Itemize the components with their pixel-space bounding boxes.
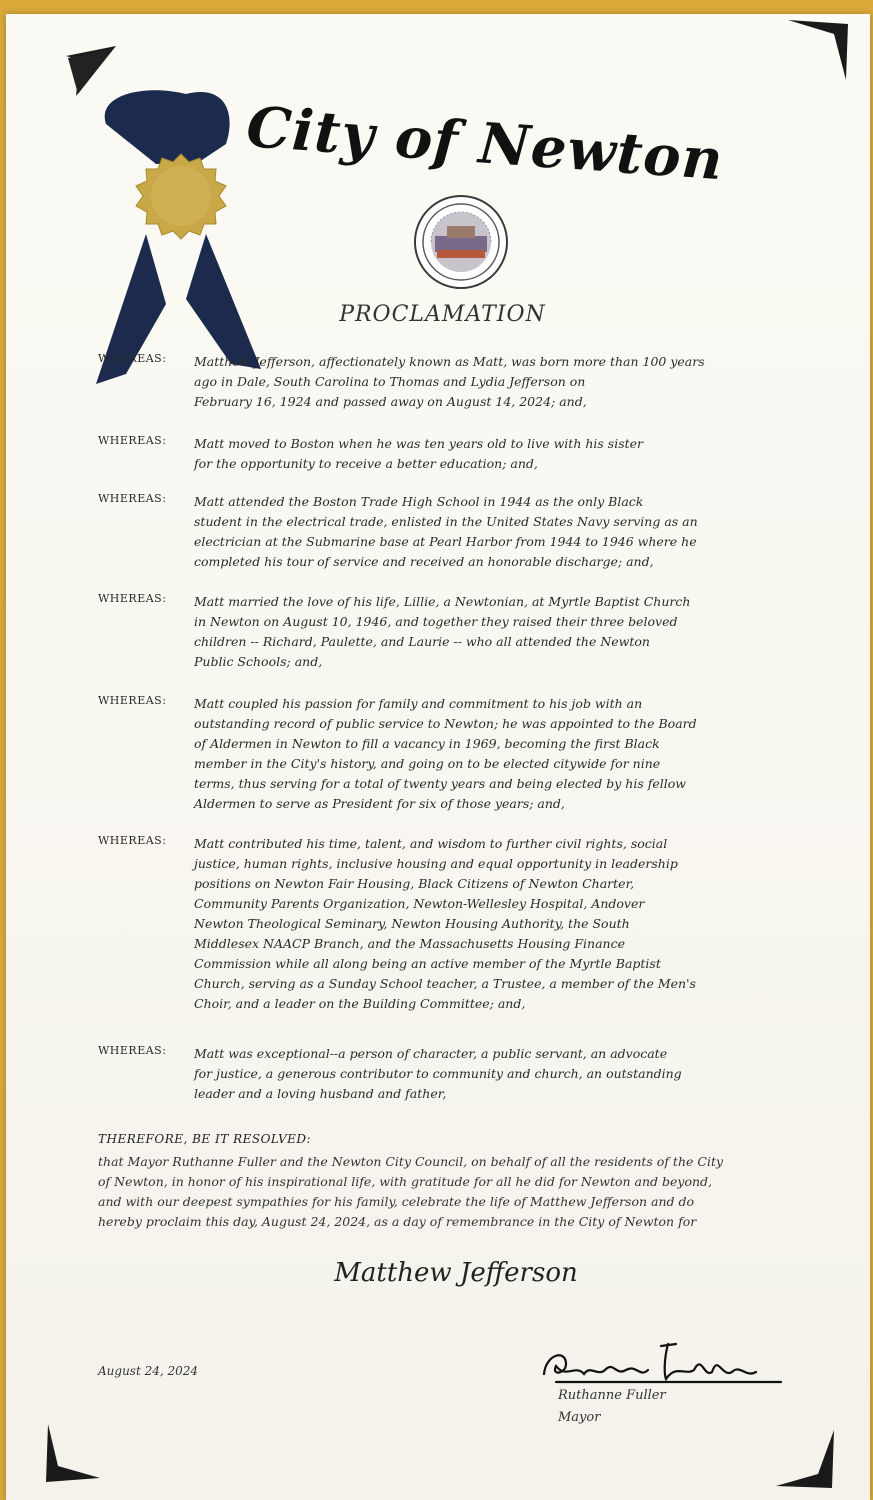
proclamation-date: August 24, 2024 (98, 1364, 199, 1378)
proclamation-heading: PROCLAMATION (339, 302, 546, 327)
whereas-text-line: student in the electrical trade, enlisted in the United States Navy serving as an (194, 514, 698, 529)
whereas-text-line: Matt married the love of his life, Lillie, a Newtonian, at Myrtle Baptist Church (194, 594, 691, 609)
whereas-text (194, 834, 778, 1014)
whereas-label: WHEREAS: (98, 352, 167, 365)
whereas-text (194, 592, 778, 672)
whereas-text-line: Choir, and a leader on the Building Committee; and, (194, 996, 526, 1011)
whereas-text-line: Matthew Jefferson, affectionately known as Matt, was born more than 100 years (194, 354, 705, 369)
proclamation-document (6, 14, 870, 1500)
whereas-text-line: Church, serving as a Sunday School teacher, a Trustee, a member of the Men's (194, 976, 696, 991)
resolution-heading: THEREFORE, BE IT RESOLVED: (98, 1132, 312, 1146)
whereas-clause (98, 434, 778, 474)
signer-title: Mayor (558, 1410, 601, 1425)
whereas-text-line: Aldermen to serve as President for six of those years; and, (194, 796, 565, 811)
whereas-text-line: Matt coupled his passion for family and commitment to his job with an (194, 696, 643, 711)
whereas-label: WHEREAS: (98, 1044, 167, 1057)
honoree-name: Matthew Jefferson (334, 1258, 578, 1288)
whereas-text-line: Matt was exceptional--a person of character, a public servant, an advocate (194, 1046, 668, 1061)
signer-name: Ruthanne Fuller (558, 1388, 666, 1403)
whereas-text (194, 492, 778, 572)
whereas-label: WHEREAS: (98, 834, 167, 847)
photo-corner-bottom-right (776, 1430, 836, 1490)
whereas-text-line: children -- Richard, Paulette, and Laurie -- who all attended the Newton (194, 634, 650, 649)
whereas-text (194, 434, 778, 474)
whereas-clause (98, 352, 778, 412)
whereas-text-line: electrician at the Submarine base at Pearl Harbor from 1944 to 1946 where he (194, 534, 697, 549)
whereas-label: WHEREAS: (98, 434, 167, 447)
whereas-text-line: member in the City's history, and going on to be elected citywide for nine (194, 756, 661, 771)
whereas-text (194, 1044, 778, 1104)
whereas-text-line: of Aldermen in Newton to fill a vacancy in 1969, becoming the first Black (194, 736, 660, 751)
mayor-signature (536, 1334, 796, 1394)
whereas-clause (98, 592, 778, 672)
whereas-text-line: Middlesex NAACP Branch, and the Massachusetts Housing Finance (194, 936, 625, 951)
whereas-text-line: terms, thus serving for a total of twenty years and being elected by his fellow (194, 776, 686, 791)
resolution-line: hereby proclaim this day, August 24, 2024, as a day of remembrance in the City of Newton for (98, 1214, 697, 1229)
whereas-text-line: ago in Dale, South Carolina to Thomas and Lydia Jefferson on (194, 374, 586, 389)
whereas-text-line: justice, human rights, inclusive housing and equal opportunity in leadership (194, 856, 678, 871)
whereas-text-line: Matt contributed his time, talent, and wisdom to further civil rights, social (194, 836, 668, 851)
whereas-clause (98, 694, 778, 814)
resolution-line: that Mayor Ruthanne Fuller and the Newton City Council, on behalf of all the residents of the City (98, 1154, 724, 1169)
photo-corner-bottom-left (44, 1424, 104, 1484)
whereas-text-line: outstanding record of public service to Newton; he was appointed to the Board (194, 716, 697, 731)
whereas-clause (98, 834, 778, 1014)
whereas-label: WHEREAS: (98, 492, 167, 505)
whereas-label: WHEREAS: (98, 592, 167, 605)
whereas-clause (98, 492, 778, 572)
whereas-clause (98, 1044, 778, 1104)
resolution-text (98, 1152, 818, 1232)
document-title: City of Newton (244, 94, 726, 194)
whereas-text-line: Matt attended the Boston Trade High School in 1944 as the only Black (194, 494, 644, 509)
whereas-text (194, 694, 778, 814)
whereas-text-line: for the opportunity to receive a better education; and, (194, 456, 538, 471)
whereas-text-line: in Newton on August 10, 1946, and together they raised their three beloved (194, 614, 678, 629)
resolution-line: of Newton, in honor of his inspirational life, with gratitude for all he did for Newton and beyond, (98, 1174, 713, 1189)
whereas-text (194, 352, 778, 412)
whereas-text-line: February 16, 1924 and passed away on August 14, 2024; and, (194, 394, 587, 409)
whereas-text-line: completed his tour of service and received an honorable discharge; and, (194, 554, 654, 569)
whereas-text-line: leader and a loving husband and father, (194, 1086, 447, 1101)
city-seal-icon (411, 192, 511, 292)
whereas-text-line: Matt moved to Boston when he was ten years old to live with his sister (194, 436, 644, 451)
whereas-text-line: Commission while all along being an active member of the Myrtle Baptist (194, 956, 661, 971)
whereas-text-line: Community Parents Organization, Newton-Wellesley Hospital, Andover (194, 896, 645, 911)
whereas-text-line: Public Schools; and, (194, 654, 323, 669)
whereas-text-line: for justice, a generous contributor to community and church, an outstanding (194, 1066, 682, 1081)
whereas-text-line: Newton Theological Seminary, Newton Housing Authority, the South (194, 916, 630, 931)
resolution-line: and with our deepest sympathies for his family, celebrate the life of Matthew Jefferson and do (98, 1194, 695, 1209)
whereas-label: WHEREAS: (98, 694, 167, 707)
whereas-text-line: positions on Newton Fair Housing, Black Citizens of Newton Charter, (194, 876, 635, 891)
photo-corner-top-right (788, 20, 848, 80)
